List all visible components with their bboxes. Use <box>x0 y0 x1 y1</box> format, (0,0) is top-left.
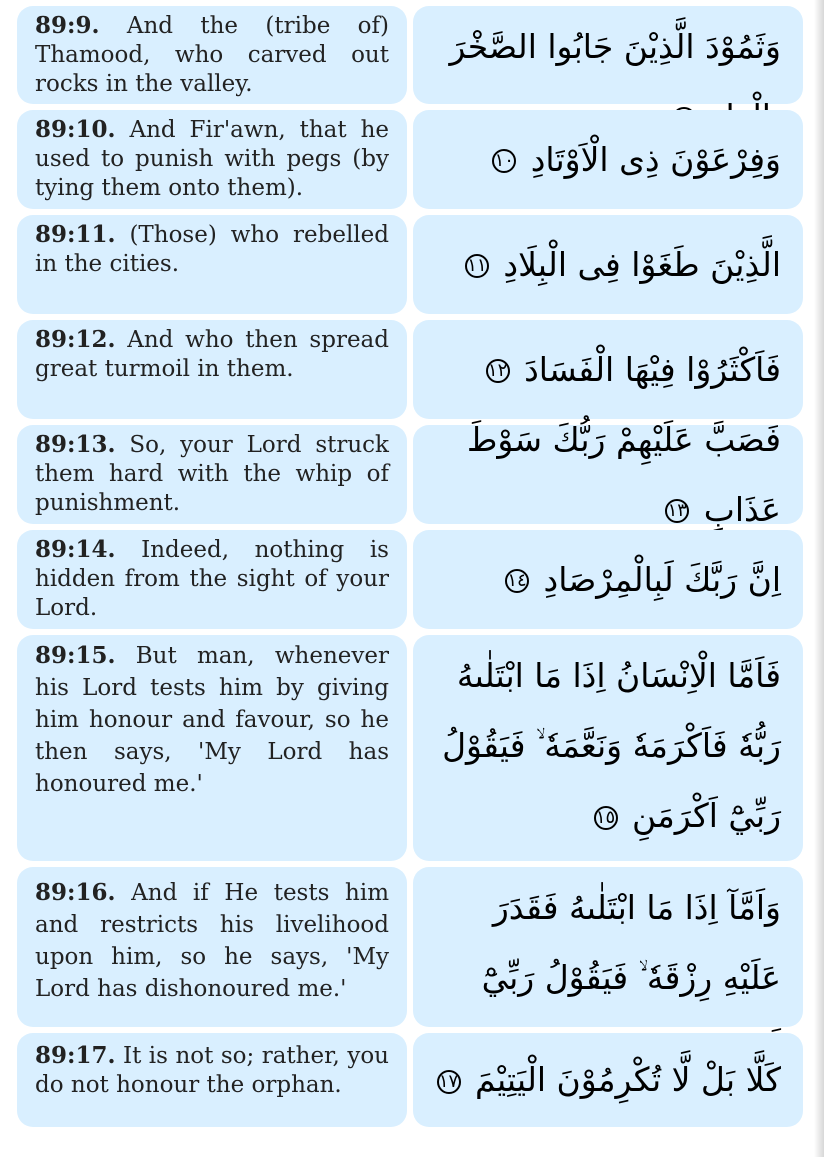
arabic-verse <box>413 1033 803 1127</box>
translation-text: And the (tribe of) Thamood, who carved out rocks in the valley. <box>35 13 389 97</box>
verse-number: 89:9. <box>35 12 100 39</box>
arabic-verse <box>413 635 803 861</box>
verse-row <box>0 635 824 861</box>
translation-text: And Fir'awn, that he used to punish with pegs (by tying them onto them). <box>35 117 389 201</box>
english-translation <box>17 110 407 209</box>
verse-number: 89:14. <box>35 536 116 563</box>
verse-translation-page <box>0 6 824 1133</box>
verse-row <box>0 1033 824 1127</box>
arabic-text: وَفِرْعَوْنَ ذِى الْاَوْتَادِ <box>530 139 781 179</box>
arabic-verse <box>413 867 803 1027</box>
verse-number: 89:15. <box>35 642 116 669</box>
translation-text: But man, whenever his Lord tests him by giving him honour and favour, so he then says, 'My Lord has honoured me.' <box>35 643 389 797</box>
translation-text: (Those) who rebelled in the cities. <box>35 222 390 277</box>
verse-number: 89:13. <box>35 431 116 458</box>
arabic-verse <box>413 419 803 529</box>
arabic-text: وَاَمَّآ اِذَا مَا ابْتَلٰىهُ فَقَدَرَ عَلَيْهِ رِزْقَهٗ ۙ فَيَقُوْلُ رَبِّيْٓ <box>481 888 781 997</box>
arabic-text: فَاَمَّا الْاِنْسَانُ اِذَا مَا ابْتَلٰىهُ رَبُّهٗ فَاَكْرَمَهٗ وَنَعَّمَهٗ ۙ فَيَقُوْلُ رَبِّيْٓ اَكْرَمَنِ <box>442 656 781 835</box>
english-translation <box>17 320 407 419</box>
ayah-number-icon: ١١ <box>465 254 489 278</box>
arabic-verse <box>413 215 803 314</box>
english-translation <box>17 6 407 104</box>
verse-row <box>0 530 824 629</box>
arabic-text: فَاَكْثَرُوْا فِيْهَا الْفَسَادَ <box>524 349 781 389</box>
verse-row <box>0 419 824 529</box>
english-translation <box>17 635 407 861</box>
ayah-number-icon: ١٢ <box>486 359 510 383</box>
english-translation <box>17 530 407 629</box>
verse-row <box>0 6 824 104</box>
arabic-text: اِنَّ رَبَّكَ لَبِالْمِرْصَادِ <box>543 559 781 599</box>
arabic-verse <box>413 110 803 209</box>
english-translation <box>17 215 407 314</box>
ayah-number-icon: ١٣ <box>665 499 689 523</box>
arabic-text: كَلَّا بَلْ لَّا تُكْرِمُوْنَ الْيَتِيْمَ <box>475 1060 781 1099</box>
verse-number: 89:17. <box>35 1042 116 1069</box>
translation-text: It is not so; rather, you do not honour the orphan. <box>35 1043 389 1098</box>
english-translation <box>17 1033 407 1127</box>
verse-number: 89:12. <box>35 326 116 353</box>
verse-number: 89:10. <box>35 116 116 143</box>
page-edge-shadow <box>814 0 824 1157</box>
ayah-number-icon: ١٠ <box>492 149 516 173</box>
translation-text: And who then spread great turmoil in them. <box>35 327 389 382</box>
translation-text: And if He tests him and restricts his livelihood upon him, so he says, 'My Lord has dishonoured me.' <box>35 880 389 1002</box>
ayah-number-icon: ١٤ <box>505 569 529 593</box>
arabic-text: الَّذِيْنَ طَغَوْا فِى الْبِلَادِ <box>503 244 781 284</box>
english-translation <box>17 425 407 524</box>
arabic-verse <box>413 6 803 104</box>
arabic-verse <box>413 530 803 629</box>
arabic-text: وَثَمُوْدَ الَّذِيْنَ جَابُوا الصَّخْرَ <box>449 27 781 66</box>
verse-row <box>0 110 824 209</box>
verse-row <box>0 215 824 314</box>
ayah-number-icon: ١٧ <box>437 1070 461 1094</box>
verse-number: 89:11. <box>35 221 116 248</box>
verse-number: 89:16. <box>35 879 116 906</box>
translation-text: So, your Lord struck them hard with the whip of punishment. <box>35 432 389 516</box>
verse-row <box>0 867 824 1027</box>
ayah-number-icon: ١٥ <box>594 806 618 830</box>
translation-text: Indeed, nothing is hidden from the sight of your Lord. <box>35 537 389 621</box>
english-translation <box>17 867 407 1027</box>
arabic-text: فَصَبَّ عَلَيْهِمْ رَبُّكَ سَوْطَ عَذَابٍ <box>466 419 781 529</box>
